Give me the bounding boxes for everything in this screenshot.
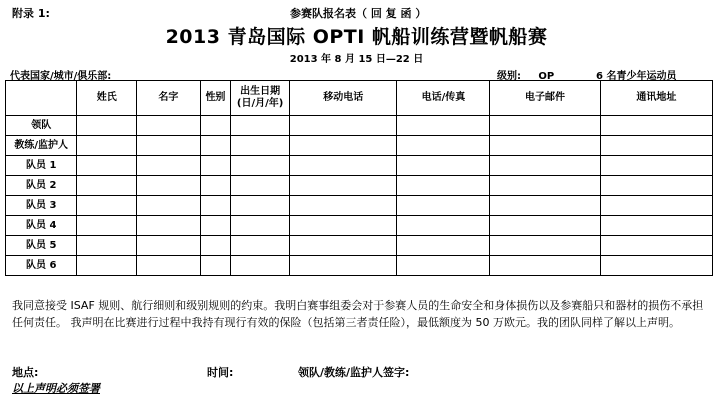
- entry-cell[interactable]: [490, 196, 600, 216]
- table-row: [6, 196, 713, 216]
- entry-cell[interactable]: [600, 136, 712, 156]
- entry-cell[interactable]: [397, 176, 490, 196]
- table-row: [6, 216, 713, 236]
- entry-cell[interactable]: [231, 256, 290, 276]
- entry-cell[interactable]: [490, 176, 600, 196]
- entry-cell[interactable]: [231, 156, 290, 176]
- table-row: [6, 236, 713, 256]
- entry-cell[interactable]: [200, 236, 230, 256]
- row-label: 队员 3: [6, 196, 77, 216]
- entry-cell[interactable]: [397, 156, 490, 176]
- entry-cell[interactable]: [200, 156, 230, 176]
- entry-cell[interactable]: [397, 236, 490, 256]
- table-row: [6, 136, 713, 156]
- entry-cell[interactable]: [200, 216, 230, 236]
- entry-cell[interactable]: [290, 216, 397, 236]
- date-range: 2013 年 8 月 15 日—22 日: [289, 54, 424, 65]
- entry-cell[interactable]: [600, 156, 712, 176]
- column-header: 性别: [200, 81, 230, 116]
- signature-label: 领队/教练/监护人签字:: [298, 366, 410, 379]
- entry-cell[interactable]: [397, 256, 490, 276]
- row-label: 队员 2: [6, 176, 77, 196]
- entry-cell[interactable]: [397, 116, 490, 136]
- column-header: 通讯地址: [600, 81, 712, 116]
- entry-cell[interactable]: [200, 196, 230, 216]
- entry-cell[interactable]: [600, 216, 712, 236]
- entry-cell[interactable]: [231, 216, 290, 236]
- entry-cell[interactable]: [200, 176, 230, 196]
- entry-cell[interactable]: [77, 176, 137, 196]
- must-sign-note: 以上声明必须签署: [12, 382, 100, 395]
- declaration-text: 我同意接受 ISAF 规则、航行细则和级别规则的约束。我明白赛事组委会对于参赛人员的生命安全和身体损伤以及参赛船只和器材的损伤不承担任何责任。 我声明在比赛进行过程中我持有现行有效的保险（包括第三者责任险），最低额度为 50 万欧元。我的团队同样了解以上声明。: [12, 299, 704, 329]
- entry-cell[interactable]: [600, 236, 712, 256]
- entry-cell[interactable]: [397, 196, 490, 216]
- entry-cell[interactable]: [137, 256, 201, 276]
- level-label: 级别:: [497, 71, 521, 82]
- column-header: 名字: [137, 81, 201, 116]
- entry-cell[interactable]: [397, 216, 490, 236]
- column-header: 电话/传真: [397, 81, 490, 116]
- form-title: 参赛队报名表（ 回 复 函 ）: [290, 7, 427, 20]
- row-label: 队员 5: [6, 236, 77, 256]
- entry-cell[interactable]: [137, 216, 201, 236]
- entry-cell[interactable]: [397, 136, 490, 156]
- entry-cell[interactable]: [290, 156, 397, 176]
- row-label: 队员 1: [6, 156, 77, 176]
- appendix-label: 附录 1:: [12, 7, 50, 20]
- row-label: 队员 6: [6, 256, 77, 276]
- entry-cell[interactable]: [137, 196, 201, 216]
- entry-cell[interactable]: [600, 256, 712, 276]
- entry-cell[interactable]: [290, 256, 397, 276]
- time-label: 时间:: [207, 366, 234, 379]
- entry-cell[interactable]: [200, 116, 230, 136]
- entry-cell[interactable]: [231, 116, 290, 136]
- entry-cell[interactable]: [200, 256, 230, 276]
- entry-cell[interactable]: [231, 236, 290, 256]
- table-row: [6, 256, 713, 276]
- entry-cell[interactable]: [490, 236, 600, 256]
- table-row: [6, 156, 713, 176]
- entry-cell[interactable]: [231, 196, 290, 216]
- entry-cell[interactable]: [290, 136, 397, 156]
- column-header: 姓氏: [77, 81, 137, 116]
- entry-cell[interactable]: [77, 156, 137, 176]
- entry-cell[interactable]: [490, 216, 600, 236]
- row-label: 队员 4: [6, 216, 77, 236]
- column-header: 出生日期 (日/月/年): [231, 81, 290, 116]
- entry-cell[interactable]: [231, 136, 290, 156]
- entry-cell[interactable]: [137, 116, 201, 136]
- entry-cell[interactable]: [600, 176, 712, 196]
- quota-text: 6 名青少年运动员: [596, 71, 677, 82]
- entry-cell[interactable]: [77, 116, 137, 136]
- level-value: OP: [538, 71, 555, 82]
- table-header-row: [6, 81, 713, 116]
- entry-cell[interactable]: [490, 256, 600, 276]
- main-title: 2013 青岛国际 OPTI 帆船训练营暨帆船赛: [165, 26, 548, 48]
- entry-cell[interactable]: [490, 136, 600, 156]
- entry-cell[interactable]: [490, 116, 600, 136]
- entry-cell[interactable]: [77, 256, 137, 276]
- entry-cell[interactable]: [137, 176, 201, 196]
- entry-cell[interactable]: [137, 156, 201, 176]
- table-row: [6, 176, 713, 196]
- entry-cell[interactable]: [137, 136, 201, 156]
- table-body: [6, 116, 713, 276]
- location-label: 地点:: [12, 366, 39, 379]
- entry-cell[interactable]: [490, 156, 600, 176]
- entry-cell[interactable]: [290, 196, 397, 216]
- entry-cell[interactable]: [137, 236, 201, 256]
- column-header: 电子邮件: [490, 81, 600, 116]
- representative-label: 代表国家/城市/俱乐部:: [10, 71, 112, 82]
- row-label: 领队: [6, 116, 77, 136]
- entry-cell[interactable]: [77, 236, 137, 256]
- column-header: [6, 81, 77, 116]
- entry-cell[interactable]: [600, 196, 712, 216]
- entry-cell[interactable]: [290, 236, 397, 256]
- entry-cell[interactable]: [200, 136, 230, 156]
- column-header: 移动电话: [290, 81, 397, 116]
- entry-cell[interactable]: [77, 196, 137, 216]
- table-row: [6, 116, 713, 136]
- entry-cell[interactable]: [77, 136, 137, 156]
- entry-cell[interactable]: [231, 176, 290, 196]
- entry-cell[interactable]: [290, 116, 397, 136]
- entry-cell[interactable]: [77, 216, 137, 236]
- row-label: 教练/监护人: [6, 136, 77, 156]
- entry-cell[interactable]: [290, 176, 397, 196]
- entry-cell[interactable]: [600, 116, 712, 136]
- roster-table: [5, 80, 713, 276]
